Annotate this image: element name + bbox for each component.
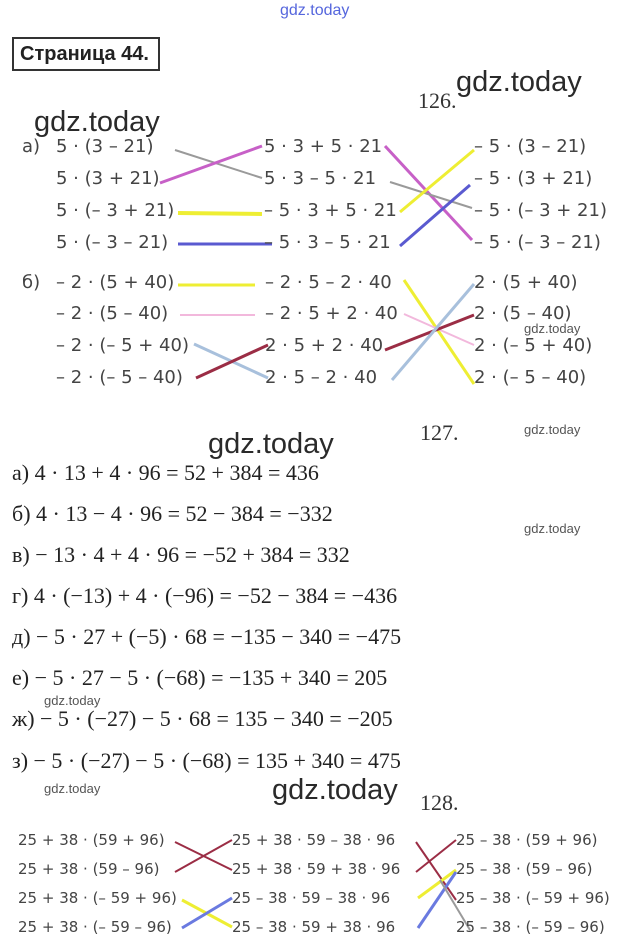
task-128-number: 128. [420,790,459,815]
task-127-line-7: ж) − 5 · (−27) − 5 · 68 = 135 − 340 = −205 [12,706,393,731]
task-126-part-b-label: б) [22,272,41,293]
task-126-a-left-1: 5 · (3 – 21) [56,136,154,157]
task-128-mid-4: 25 – 38 · 59 + 38 · 96 [232,918,396,936]
task-128-mid-3: 25 – 38 · 59 – 38 · 96 [232,889,391,907]
task-126-a-right-1: – 5 · (3 – 21) [474,136,587,157]
task-126-b-right-1: 2 · (5 + 40) [474,272,578,293]
task-128-mid-2: 25 + 38 · 59 + 38 · 96 [232,860,401,878]
task-126-a-left-2: 5 · (3 + 21) [56,168,160,189]
task-127-number: 127. [420,420,459,445]
task-128-right-2: 25 – 38 · (59 – 96) [456,860,593,878]
watermark-big-3: gdz.today [208,428,334,460]
task-128-mid-1: 25 + 38 · 59 – 38 · 96 [232,831,396,849]
task-127-line-2: б) 4 · 13 − 4 · 96 = 52 − 384 = −332 [12,501,333,526]
task-126-b-left-4: – 2 · (– 5 – 40) [56,367,183,388]
task-126-b-right-3: 2 · (– 5 + 40) [474,335,593,356]
task-126-a-mid-3: – 5 · 3 + 5 · 21 [264,200,397,221]
line-c-5 [416,842,456,900]
line-c-6 [416,840,456,872]
task-126-part-a-label: а) [22,136,41,157]
task-126-b-mid-3: 2 · 5 + 2 · 40 [265,335,384,356]
task-126-number: 126. [418,88,457,113]
task-126-a-mid-1: 5 · 3 + 5 · 21 [264,136,383,157]
task-128-right-1: 25 – 38 · (59 + 96) [456,831,598,849]
task-127-line-4: г) 4 · (−13) + 4 · (−96) = −52 − 384 = −436 [12,583,398,608]
watermark-small-2: gdz.today [524,422,581,437]
task-127-line-5: д) − 5 · 27 + (−5) · 68 = −135 − 340 = −475 [12,624,402,649]
task-128-left-1: 25 + 38 · (59 + 96) [18,831,165,849]
watermark-big-1: gdz.today [456,66,582,98]
task-126-b-mid-1: – 2 · 5 – 2 · 40 [265,272,392,293]
line-a-8 [400,185,470,246]
watermark-small-5: gdz.today [44,781,101,796]
task-126-b-left-2: – 2 · (5 – 40) [56,303,169,324]
task-126-b-left-1: – 2 · (5 + 40) [56,272,175,293]
task-126-a-left-4: 5 · (– 3 – 21) [56,232,169,253]
task-128-right-4: 25 – 38 · (– 59 – 96) [456,918,605,936]
task-128-left-4: 25 + 38 · (– 59 – 96) [18,918,172,936]
task-128-right-3: 25 – 38 · (– 59 + 96) [456,889,610,907]
task-127-line-6: е) − 5 · 27 − 5 · (−68) = −135 + 340 = 205 [12,665,388,690]
watermark-top: gdz.today [280,2,350,19]
task-128-left-3: 25 + 38 · (– 59 + 96) [18,889,177,907]
watermark-small-4: gdz.today [44,693,101,708]
line-c-2 [175,840,232,872]
task-126-b-left-3: – 2 · (– 5 + 40) [56,335,189,356]
watermark-big-4: gdz.today [272,774,398,806]
task-126-a-mid-4: – 5 · 3 – 5 · 21 [264,232,391,253]
task-126-a-right-3: – 5 · (– 3 + 21) [474,200,607,221]
watermark-small-3: gdz.today [524,521,581,536]
task-126-a-right-4: – 5 · (– 3 – 21) [474,232,601,253]
line-c-8 [418,872,456,928]
watermark-big-2: gdz.today [34,106,160,138]
task-126-a-left-3: 5 · (– 3 + 21) [56,200,175,221]
task-127-line-1: а) 4 · 13 + 4 · 96 = 52 + 384 = 436 [12,460,319,485]
task-126-b-right-4: 2 · (– 5 – 40) [474,367,587,388]
task-126-b-right-2: 2 · (5 – 40) [474,303,572,324]
task-128-left-2: 25 + 38 · (59 – 96) [18,860,160,878]
line-a-2 [160,146,262,183]
line-a-3 [178,213,262,214]
task-126-a-right-2: – 5 · (3 + 21) [474,168,593,189]
task-126-a-mid-2: 5 · 3 – 5 · 21 [264,168,377,189]
task-126-b-mid-4: 2 · 5 – 2 · 40 [265,367,378,388]
task-126-b-mid-2: – 2 · 5 + 2 · 40 [265,303,398,324]
task-127-line-8: з) − 5 · (−27) − 5 · (−68) = 135 + 340 = 475 [12,748,401,773]
task-127-line-3: в) − 13 · 4 + 4 · 96 = −52 + 384 = 332 [12,542,350,567]
page-title: Страница 44. [12,37,160,71]
watermark-small-1: gdz.today [524,321,581,336]
